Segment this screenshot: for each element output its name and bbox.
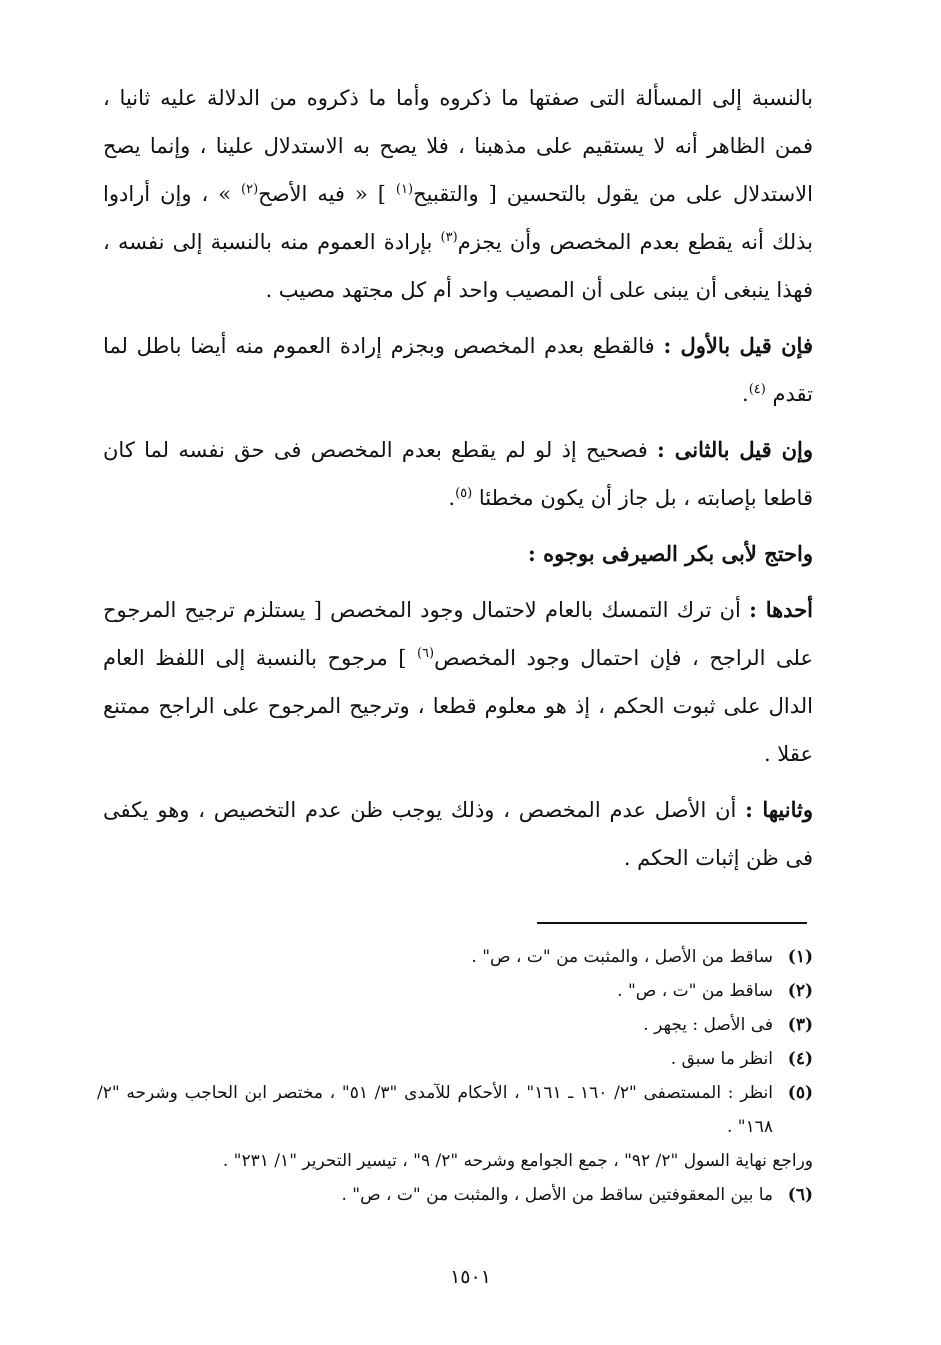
- footnote-text: انظر ما سبق .: [670, 1049, 773, 1069]
- section-heading: واحتج لأبى بكر الصيرفى بوجوه :: [528, 541, 813, 566]
- main-text: [103, 74, 813, 890]
- footnote-text: انظر : المستصفى "٢/ ١٦٠ ـ ١٦١" ، الأحكام للآمدى "٣/ ٥١" ، مختصر ابن الحاجب وشرحه "٢/ ١٦٨" .: [97, 1083, 773, 1137]
- footnote-number: (١): [787, 947, 813, 967]
- paragraph-3: وإن قيل بالثانى : فصحيح إذ لو لم يقطع بعدم المخصص فى حق نفسه لما كان قاطعا بإصابته ، بل جاز أن يكون مخطئا $^{(٥)}$.: [103, 437, 813, 510]
- footnote-item: [97, 1178, 813, 1212]
- paragraph-2: فإن قيل بالأول : فالقطع بعدم المخصص وبجزم إرادة العموم منه أيضا باطل لما تقدم $^{(٤)}$.: [103, 333, 813, 406]
- footnote-text: فى الأصل : يجهر .: [643, 1015, 773, 1035]
- footnote-ref-5[interactable]: (٥): [455, 486, 473, 501]
- footnote-text: ساقط من "ت ، ص" .: [617, 981, 773, 1001]
- paragraph-1: بالنسبة إلى المسألة التى صفتها ما ذكروه وأما ما ذكروه من الدلالة عليه ثانيا ، فمن الظاهر أنه لا يستقيم على مذهبنا ، فلا يصح به الاستدلال علينا ، وإنما يصح الاستدلال على من يقول بالتحسين [ والتقبيح$^{(١)}$ ] « فيه الأصح$^{(٢)}$ » ، وإن أرادوا بذلك أنه يقطع بعدم المخصص وأن يجزم$^{(٣)}$ بإرادة العموم منه بالنسبة إلى نفسه ، فهذا ينبغى أن يبنى على أن المصيب واحد أم كل مجتهد مصيب .: [103, 86, 813, 302]
- paragraph-lead: وثانيها :: [745, 797, 813, 822]
- footnote-item: [97, 940, 813, 974]
- footnote-item: [97, 1076, 813, 1144]
- paragraph-lead: أحدها :: [749, 597, 814, 622]
- footnote-ref-6[interactable]: (٦): [416, 646, 435, 661]
- footnote-number: (٥): [787, 1083, 813, 1103]
- footnote-number: (٦): [787, 1185, 813, 1205]
- footnote-text: ساقط من الأصل ، والمثبت من "ت ، ص" .: [471, 947, 773, 967]
- footnotes: [97, 940, 813, 1212]
- paragraph-5: وثانيها : أن الأصل عدم المخصص ، وذلك يوجب ظن عدم التخصيص ، وهو يكفى فى ظن إثبات الحكم .: [103, 797, 813, 870]
- footnote-continuation: وراجع نهاية السول "٢/ ٩٢" ، جمع الجوامع وشرحه "٢/ ٩" ، تيسير التحرير "١/ ٢٣١" .: [222, 1151, 813, 1171]
- paragraph-lead: فإن قيل بالأول :: [663, 333, 813, 358]
- paragraph-lead: وإن قيل بالثانى :: [657, 437, 813, 462]
- footnote-ref-3[interactable]: (٣): [440, 230, 458, 245]
- footnote-item: [97, 1042, 813, 1076]
- footnote-text: ما بين المعقوفتين ساقط من الأصل ، والمثبت من "ت ، ص" .: [341, 1185, 773, 1205]
- footnote-number: (٣): [787, 1015, 813, 1035]
- footnote-item: [97, 974, 813, 1008]
- footnote-item: [97, 1008, 813, 1042]
- footnote-divider: [537, 922, 807, 924]
- footnote-ref-2[interactable]: (٢): [241, 182, 259, 197]
- footnote-number: (٤): [787, 1049, 813, 1069]
- footnote-ref-1[interactable]: (١): [395, 182, 414, 197]
- footnote-number: (٢): [787, 981, 813, 1001]
- page-number: ١٥٠١: [450, 1266, 491, 1288]
- footnote-ref-4[interactable]: (٤): [748, 382, 766, 397]
- paragraph-4: أحدها : أن ترك التمسك بالعام لاحتمال وجود المخصص [ يستلزم ترجيح المرجوح على الراجح ، فإن احتمال وجود المخصص$^{(٦)}$ ] مرجوح بالنسبة إلى اللفظ العام الدال على ثبوت الحكم ، إذ هو معلوم قطعا ، وترجيح المرجوح على الراجح ممتنع عقلا .: [103, 597, 814, 766]
